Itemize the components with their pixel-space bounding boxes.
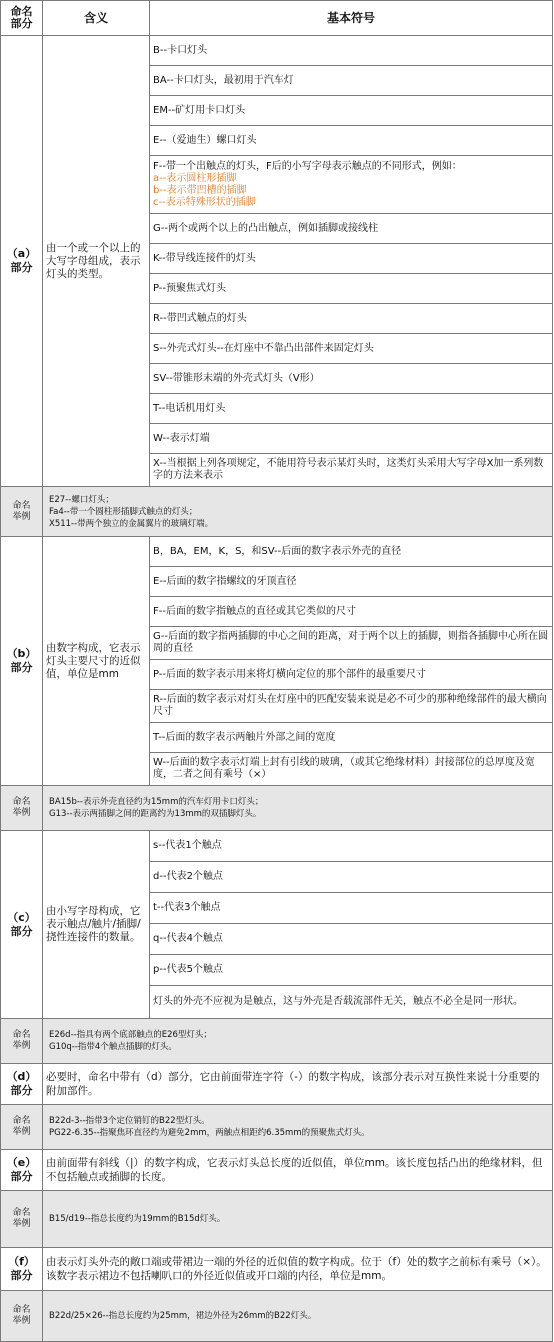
example-f-label: 命名 举例 xyxy=(1,1291,43,1342)
example-line: G13--表示两插脚之间的距离约为13mm的双插脚灯头。 xyxy=(49,809,262,819)
part-b-symbol: G--后面的数字指两插脚的中心之间的距离，对于两个以上的插脚，则指各插脚中心所在圆周的直径 xyxy=(150,627,553,660)
part-b-symbol: R--后面的数字表示对灯头在灯座中的匹配安装来说是必不可少的那种绝缘部件的最大横向尺寸 xyxy=(150,690,553,723)
part-c-symbol: t--代表3个触点 xyxy=(150,893,553,924)
example-line: X511--带两个独立的金属翼片的玻璃灯端。 xyxy=(49,518,214,529)
part-b-symbol: W--后面的数字表示灯端上封有引线的玻璃，（或其它绝缘材料）封接部位的总厚度及宽度，二者之间有乘号（×） xyxy=(150,753,553,786)
f-symbol-text: F--带一个出触点的灯头，F后的小写字母表示触点的不同形式，例如： xyxy=(153,160,462,172)
example-a-label: 命名 举例 xyxy=(1,487,43,537)
part-b-symbol: T--后面的数字表示两触片外部之间的宽度 xyxy=(150,723,553,753)
part-a-symbol: E--（爱迪生）螺口灯头 xyxy=(150,126,553,156)
example-f-text xyxy=(43,1291,553,1342)
part-b-meaning: 由数字构成，它表示灯头主要尺寸的近似值，单位是mm xyxy=(43,537,150,786)
example-line: BA15b--表示外壳直径约为15mm的汽车灯用卡口灯头； xyxy=(49,797,264,807)
part-b-label: （b） 部分 xyxy=(1,537,43,786)
part-b-symbol: F--后面的数字指触点的直径或其它类似的尺寸 xyxy=(150,597,553,627)
example-d-label: 命名 举例 xyxy=(1,1105,43,1150)
part-a-label: （a） 部分 xyxy=(1,36,43,487)
part-a-symbol: R--带凹式触点的灯头 xyxy=(150,304,553,334)
part-f-label: （f） 部分 xyxy=(1,1248,43,1291)
header-row xyxy=(1,1,553,36)
part-c-symbol: s--代表1个触点 xyxy=(150,831,553,862)
example-line: E27--螺口灯头； xyxy=(49,494,114,505)
header-symbol: 基本符号 xyxy=(150,1,553,36)
part-b-symbol: B，BA，EM，K，S，和SV--后面的数字表示外壳的直径 xyxy=(150,537,553,567)
part-c-symbol: p--代表5个触点 xyxy=(150,955,553,986)
part-c-symbol: q--代表4个触点 xyxy=(150,924,553,955)
part-c-symbol: 灯头的外壳不应视为是触点，这与外壳是否载流部件无关，触点不必全是同一形状。 xyxy=(150,986,553,1019)
example-line: G10q--指带4个触点插脚的灯头。 xyxy=(49,1042,177,1052)
part-f-text: 由表示灯头外壳的敞口端或带裙边一端的外径的近似值的数字构成。位于（f）处的数字之前标有乘号（×）。该数字表示裙边不包括喇叭口的外径近似值或开口端的内径，单位是mm。 xyxy=(43,1248,553,1291)
example-b-label: 命名 举例 xyxy=(1,786,43,831)
f-sub-b: b--表示带凹槽的插脚 xyxy=(153,184,247,196)
example-line: PG22-6.35--指聚焦环直径约为避免2mm，两触点相距约6.35mm的预聚焦式灯头。 xyxy=(49,1128,370,1138)
part-a-symbol: K--带导线连接件的灯头 xyxy=(150,244,553,274)
part-d-label: （d） 部分 xyxy=(1,1064,43,1105)
part-b-symbol: P--后面的数字表示用来将灯横向定位的那个部件的最重要尺寸 xyxy=(150,660,553,690)
part-a-symbol-f xyxy=(150,156,553,214)
part-e-text: 由前面带有斜线（|）的数字构成，它表示灯头总长度的近似值，单位mm。该长度包括凸出的绝缘材料，但不包括触点或插脚的长度。 xyxy=(43,1150,553,1191)
part-a-symbol: W--表示灯端 xyxy=(150,424,553,454)
part-c-label: （c） 部分 xyxy=(1,831,43,1019)
example-line: B22d/25×26--指总长度约为25mm，裙边外径为26mm的B22灯头。 xyxy=(49,1311,317,1321)
part-c-meaning: 由小写字母构成，它表示触点/触片/插脚/挠性连接件的数量。 xyxy=(43,831,150,1019)
example-a-text xyxy=(43,487,553,537)
part-b-symbol: E--后面的数字指螺纹的牙顶直径 xyxy=(150,567,553,597)
header-part: 命名 部分 xyxy=(1,1,43,36)
part-a-meaning: 由一个或一个以上的大写字母组成，表示灯头的类型。 xyxy=(43,36,150,487)
example-c-text xyxy=(43,1019,553,1064)
header-meaning: 含义 xyxy=(43,1,150,36)
part-c-symbol: d--代表2个触点 xyxy=(150,862,553,893)
part-a-symbol: X--当根据上列各项规定，不能用符号表示某灯头时，这类灯头采用大写字母X加一系列数字的方法来表示 xyxy=(150,454,553,487)
part-a-symbol: B--卡口灯头 xyxy=(150,36,553,66)
example-line: E26d--指具有两个底部触点的E26型灯头； xyxy=(49,1030,212,1040)
part-a-symbol: EM--矿灯用卡口灯头 xyxy=(150,96,553,126)
part-a-symbol: P--预聚焦式灯头 xyxy=(150,274,553,304)
example-c-label: 命名 举例 xyxy=(1,1019,43,1064)
example-b-text xyxy=(43,786,553,831)
example-e-text xyxy=(43,1191,553,1248)
part-a-symbol: S--外壳式灯头--在灯座中不靠凸出部件来固定灯头 xyxy=(150,334,553,364)
part-d-text: 必要时，命名中带有（d）部分，它由前面带连字符（-）的数字构成，该部分表示对互换性来说十分重要的附加部件。 xyxy=(43,1064,553,1105)
example-line: B15/d19--指总长度约为19mm的B15d灯头。 xyxy=(49,1214,226,1224)
example-e-label: 命名 举例 xyxy=(1,1191,43,1248)
example-line: B22d-3--指带3个定位销钉的B22型灯头。 xyxy=(49,1116,210,1126)
part-a-symbol: SV--带锥形末端的外壳式灯头（V形） xyxy=(150,364,553,394)
part-a-symbol: BA--卡口灯头，最初用于汽车灯 xyxy=(150,66,553,96)
part-a-symbol: G--两个或两个以上的凸出触点，例如插脚或接线柱 xyxy=(150,214,553,244)
example-line: Fa4--带一个圆柱形插脚式触点的灯头； xyxy=(49,506,198,517)
f-sub-a: a--表示圆柱形插脚 xyxy=(153,172,237,184)
example-d-text xyxy=(43,1105,553,1150)
part-a-symbol: T--电话机用灯头 xyxy=(150,394,553,424)
part-e-label: （e） 部分 xyxy=(1,1150,43,1191)
f-sub-c: c--表示特殊形状的插脚 xyxy=(153,196,256,208)
